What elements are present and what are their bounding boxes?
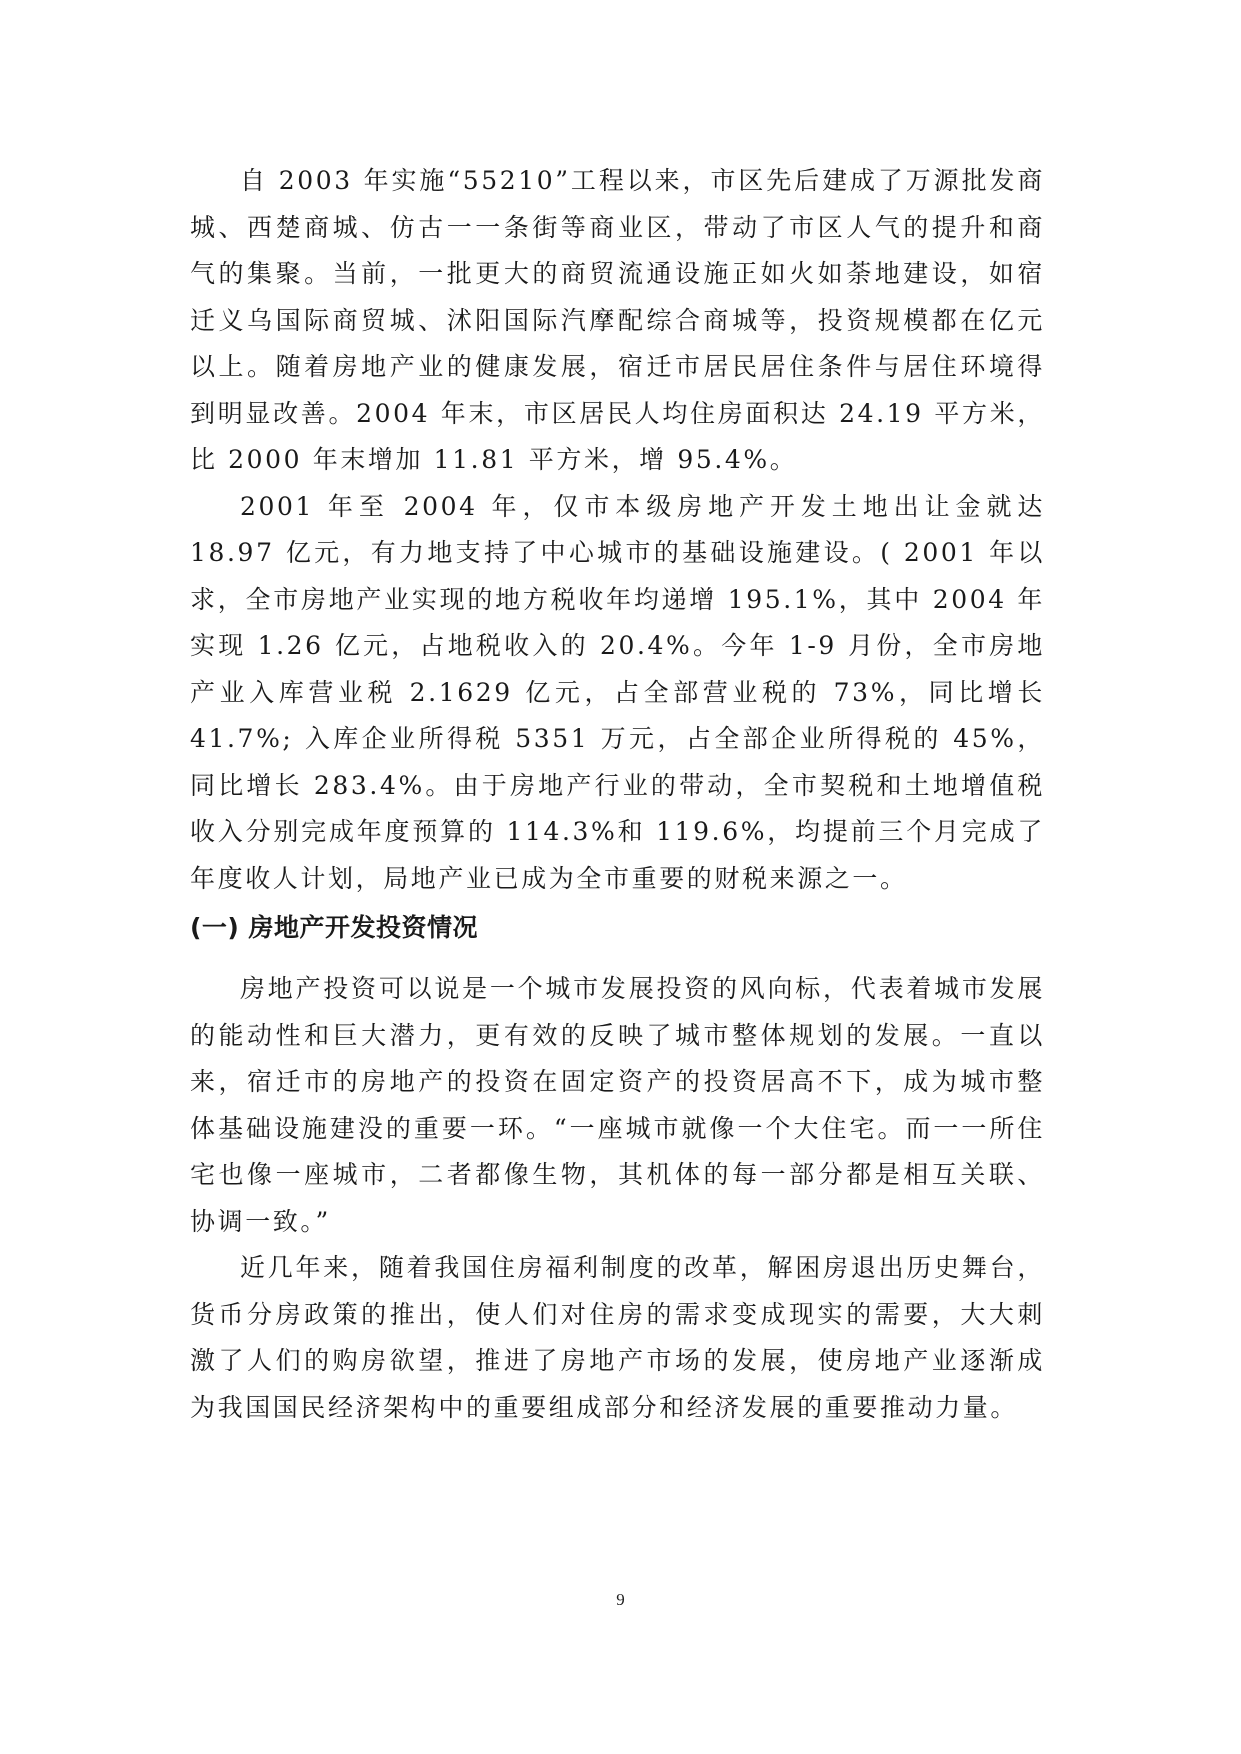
page-number: 9 [616,1590,625,1609]
paragraph-housing-reform: 近几年来，随着我国住房福利制度的改革，解困房退出历史舞台，货币分房政策的推出，使人们对住房的需求变成现实的需要，大大刺激了人们的购房欲望，推进了房地产市场的发展，使房地产业逐渐成为我国国民经济架构中的重要组成部分和经济发展的重要推动力量。 [190,1253,1045,1422]
paragraph-commercial-development: 自 2003 年实施“55210”工程以来，市区先后建成了万源批发商城、西楚商城、仿古一一条街等商业区，带动了市区人气的提升和商气的集聚。当前，一批更大的商贸流通设施正如火如荼地建设，如宿迁义乌国际商贸城、沭阳国际汽摩配综合商城等，投资规模都在亿元以上。随着房地产业的健康发展，宿迁市居民居住条件与居住环境得到明显改善。2004 年末，市区居民人均住房面积达 24.19 平方米，比 2000 年末增加 11.81 平方米，增 95.4%。 [190,166,1045,474]
section-heading: (一) 房地产开发投资情况 [190,913,479,942]
paragraph-investment-indicator: 房地产投资可以说是一个城市发展投资的风向标，代表着城市发展的能动性和巨大潜力，更有效的反映了城市整体规划的发展。一直以来，宿迁市的房地产的投资在固定资产的投资居高不下，成为城市整体基础设施建没的重要一环。“一座城市就像一个大住宅。而一一所住宅也像一座城市，二者都像生物，其机体的每一部分都是相互关联、协调一致。” [190,974,1045,1236]
page-body [190,158,1045,1431]
paragraph-land-revenue: 2001 年至 2004 年，仅市本级房地产开发土地出让金就达 18.97 亿元，有力地支持了中心城市的基础设施建设。( 2001 年以求，全市房地产业实现的地方税收年均递增 195.1%，其中 2004 年实现 1.26 亿元，占地税收入的 20.4%。今年 1-9 月份，全市房地产业入库营业税 2.1629 亿元，占全部营业税的 73%，同比增长 41.7%; 入库企业所得税 5351 万元，占全部企业所得税的 45%，同比增长 283.4%。由于房地产行业的带动，全市契税和土地增值税收入分别完成年度预算的 114.3%和 119.6%，均提前三个月完成了年度收人计划，局地产业已成为全市重要的财税来源之一。 [190,491,1045,893]
